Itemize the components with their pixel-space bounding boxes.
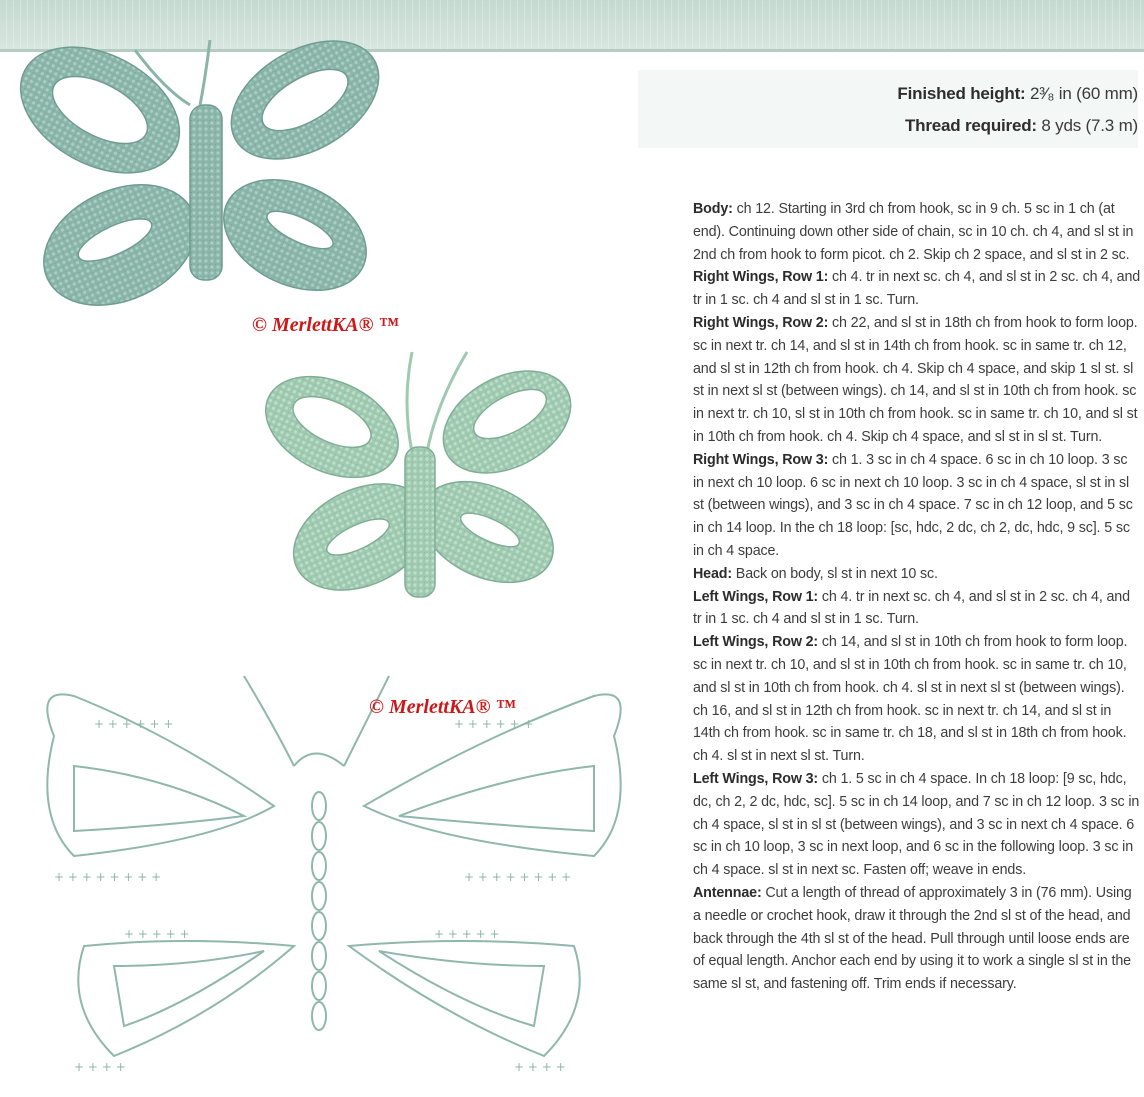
instruction-right-wings-row-2 [693,312,1141,449]
svg-text:+ + + + + + + +: + + + + + + + + [464,870,572,884]
finished-height-value: 2³⁄₈ in (60 mm) [1030,84,1138,103]
instruction-text: Back on body, sl st in next 10 sc. [731,565,938,582]
instruction-text: ch 1. 5 sc in ch 4 space. In ch 18 loop: [9 sc, hdc, dc, ch 2, 2 dc, hdc, sc]. 5 sc in ch 14 loop, and 7 sc in ch 12 loop. 3 sc in ch 4 space, sl st in sl st (between wings), and 3 sc in next ch 4 space. 6 sc in ch 10 loop, 3 sc in next loop, and 6 sc in the following loop. 3 sc in ch 4 space. sl st in next sc. Fasten off; weave in ends. [693,770,1140,879]
instruction-left-wings-row-1 [693,586,1141,632]
instruction-body [693,198,1141,266]
finished-height [638,78,1138,110]
crochet-chart-diagram [14,666,654,1086]
instruction-text: ch 22, and sl st in 18th ch from hook to form loop. sc in next tr. ch 14, and sl st in 14th ch from hook. sc in same tr. ch 12, and sl st in 12th ch from hook. ch 4. Skip ch 4 space, and skip 1 sl st. sl st in next sl st (between wings). ch 14, and sl st in 10th ch from hook. sc in next tr. ch 10, sl st in 10th ch from hook. sc in same tr. ch 10, and sl st in 10th ch from hook. ch 4. Skip ch 4 space, and sl st in sl st. Turn. [693,314,1138,445]
thread-required-value: 8 yds (7.3 m) [1041,116,1138,135]
svg-text:+ + + + +: + + + + + [124,927,190,941]
instruction-text: ch 4. tr in next sc. ch 4, and sl st in 2 sc. ch 4, and tr in 1 sc. ch 4 and sl st in 1 sc. Turn. [693,269,1141,309]
instruction-text: Cut a length of thread of approximately 3 in (76 mm). Using a needle or crochet hook, draw it through the 2nd sl st of the head, and back through the 4th sl st of the head. Pull through until loose ends are of equal length. Anchor each end by using it to work a single sl st in the same sl st, and fastening off. Trim ends if necessary. [693,884,1132,993]
watermark-photo: © MerlettKA® ™ [252,314,399,336]
butterfly-photo-1 [5,30,405,330]
instruction-text: ch 1. 3 sc in ch 4 space. 6 sc in ch 10 loop. 3 sc in next ch 10 loop. 6 sc in next ch 10 loop. 3 sc in ch 4 space, sl st in sl st (between wings), and 3 sc in ch 4 space. 7 sc in ch 12 loop, and 5 sc in ch 14 loop. In the ch 18 loop: [sc, hdc, 2 dc, ch 2, dc, hdc, 9 sc]. 5 sc in ch 4 space. [693,451,1133,559]
instruction-text: ch 12. Starting in 3rd ch from hook, sc in 9 ch. 5 sc in 1 ch (at end). Continuing down other side of chain, sc in 10 ch. ch 4, and sl st in 2nd ch from hook to form picot. ch 2. Skip ch 2 space, and sl st in 2 sc. [693,201,1134,263]
instruction-label: Left Wings, Row 1: [693,588,819,605]
svg-text:+ + + + +: + + + + + [434,927,500,941]
instruction-label: Left Wings, Row 2: [693,634,819,651]
instruction-label: Head: [693,565,732,582]
svg-text:+ + + + + +: + + + + + + [454,717,534,731]
instruction-right-wings-row-1 [693,266,1141,312]
instruction-left-wings-row-3 [693,768,1141,882]
instruction-label: Antennae: [693,884,762,901]
instruction-text: ch 14, and sl st in 10th ch from hook to form loop. sc in next tr. ch 10, and sl st in 10th ch from hook. sc in same tr. ch 10, and sl st in 10th ch from hook. ch 4. sl st in next sl st (between wings). ch 16, and sl st in 12th ch from hook. sc in next tr. ch 14, and sl st in 14th ch from hook. sc in same tr. ch 18, and sl st in 18th ch from hook. ch 4. sl st in next sl st. Turn. [693,634,1128,765]
finished-height-label: Finished height: [897,84,1026,103]
watermark-diagram: © MerlettKA® ™ [369,696,516,718]
instruction-text: ch 4. tr in next sc. ch 4, and sl st in 2 sc. ch 4, and tr in 1 sc. ch 4 and sl st in 1 sc. Turn. [693,588,1130,628]
instruction-right-wings-row-3 [693,449,1141,563]
svg-text:+ + + + + + + +: + + + + + + + + [54,870,162,884]
thread-required [638,110,1138,142]
svg-text:+ + + +: + + + + [74,1060,126,1074]
chart-body-chain [312,792,326,1030]
pattern-specs [638,70,1138,148]
svg-text:+ + + +: + + + + [514,1060,566,1074]
instruction-label: Left Wings, Row 3: [693,770,819,787]
svg-text:+ + + + + +: + + + + + + [94,717,174,731]
instruction-head [693,563,1141,586]
thread-required-label: Thread required: [904,116,1037,135]
instruction-left-wings-row-2 [693,631,1141,768]
pattern-instructions [693,198,1141,996]
instruction-label: Right Wings, Row 2: [693,314,829,331]
butterfly-photo-2 [262,342,572,607]
instruction-label: Body: [693,201,733,217]
instruction-label: Right Wings, Row 3: [693,451,829,468]
instruction-antennae [693,882,1141,996]
instruction-label: Right Wings, Row 1: [693,269,829,286]
